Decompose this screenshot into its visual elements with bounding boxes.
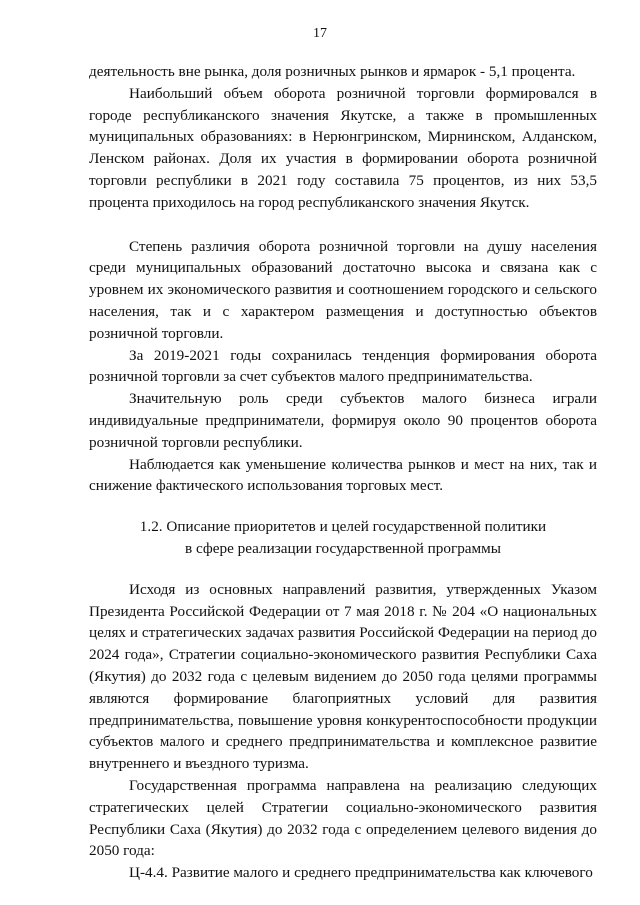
paragraph-markets-decrease: Наблюдается как уменьшение количества рынков и мест на них, так и снижение фактического использования торговых мест. xyxy=(89,455,597,495)
paragraph-program-goals: Исходя из основных направлений развития, утвержденных Указом Президента Российской Федерации от 7 мая 2018 г. № 204 «О национальных целях и стратегических задачах развития Российской Федерации на период до 2024 года», Стратегии социально-экономического развития Республики Саха (Якутия) до 2032 года с целевым видением до 2050 года целями программы являются формирование благоприятных условий для развития предпринимательства, повышение уровня конкурентоспособности продукции субъектов малого и среднего предпринимательства и комплексное развитие внутреннего и въездного туризма. xyxy=(89,580,597,773)
section-heading xyxy=(89,516,597,560)
document-body xyxy=(89,61,597,884)
section-heading-line-2: в сфере реализации государственной программы xyxy=(185,539,501,557)
paragraph-retail-turnover-yakutsk: Наибольший объем оборота розничной торговли формировался в городе республиканского значения Якутске, а также в промышленных муниципальных образованиях: в Нерюнгринском, Мирнинском, Алданском, Ленском районах. Доля их участия в формировании оборота розничной торговли республики в 2021 году составила 75 процентов, из них 53,5 процента приходилось на город республиканского значения Якутск. xyxy=(89,84,597,211)
paragraph-turnover-per-capita: Степень различия оборота розничной торговли на душу населения среди муниципальных образований достаточно высока и связана как с уровнем их экономического развития и соотношением городского и сельского населения, так и с характером размещения и доступностью объектов розничной торговли. xyxy=(89,237,597,342)
page-number: 17 xyxy=(313,26,327,41)
paragraph-individual-entrepreneurs: Значительную роль среди субъектов малого бизнеса играли индивидуальные предприниматели, формируя около 90 процентов оборота розничной торговли республики. xyxy=(89,390,597,451)
paragraph-strategic-goals: Государственная программа направлена на реализацию следующих стратегических целей Стратегии социально-экономического развития Республики Саха (Якутия) до 2032 года с определением целевого видения до 2050 года: xyxy=(89,776,597,860)
paragraph-small-business-trend: За 2019-2021 годы сохранилась тенденция формирования оборота розничной торговли за счет субъектов малого предпринимательства. xyxy=(89,346,597,386)
paragraph-retail-share-continued: деятельность вне рынка, доля розничных рынков и ярмарок - 5,1 процента. xyxy=(89,63,576,80)
paragraph-goal-c-4-4: Ц-4.4. Развитие малого и среднего предпринимательства как ключевого xyxy=(129,864,593,882)
section-heading-line-1: 1.2. Описание приоритетов и целей государственной политики xyxy=(139,518,547,536)
